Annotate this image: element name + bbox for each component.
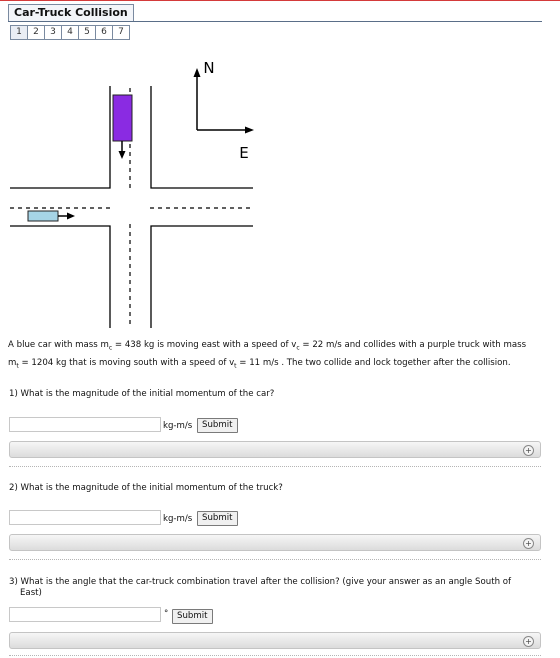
plus-circle-icon[interactable]: + [523, 636, 534, 647]
page-title: Car-Truck Collision [8, 4, 134, 22]
road-edge-sw [10, 226, 110, 328]
page-6-button[interactable]: 6 [95, 25, 113, 40]
question-1-answer-input[interactable] [9, 417, 161, 432]
road-edge-se [151, 226, 253, 328]
page-3-button[interactable]: 3 [44, 25, 62, 40]
page-7-button[interactable]: 7 [112, 25, 130, 40]
question-1-submit-button[interactable]: Submit [197, 418, 238, 433]
question-1-prompt: 1) What is the magnitude of the initial momentum of the car? [9, 389, 275, 399]
top-rule [0, 0, 560, 1]
car-velocity-arrowhead [67, 213, 75, 220]
north-label: N [203, 59, 215, 77]
truck-velocity-arrowhead [119, 151, 126, 159]
question-3-prompt: 3) What is the angle that the car-truck combination travel after the collision? (give your answer as an angle South of East) [9, 577, 512, 598]
page-2-button[interactable]: 2 [27, 25, 45, 40]
question-2-unit: kg-m/s [163, 514, 193, 524]
question-2-submit-button[interactable]: Submit [197, 511, 238, 526]
east-label: E [239, 144, 249, 162]
section-divider-3 [9, 655, 541, 656]
problem-statement: A blue car with mass $m_c = 438$ kg is moving east with a speed of $v_c = 22$ m/s and collides with a purple truck with mass $m_t = 1204$ kg that is moving south with a speed of $v_t = 11$ m/s . The two collide and lock together after the collision. [8, 340, 527, 370]
question-3-answer-input[interactable] [9, 607, 161, 622]
page-4-button[interactable]: 4 [61, 25, 79, 40]
question-3-hint-bar[interactable] [9, 632, 541, 649]
section-divider-1 [9, 466, 541, 467]
north-arrowhead [194, 68, 201, 77]
plus-circle-icon[interactable]: + [523, 538, 534, 549]
purple-truck [113, 95, 132, 159]
page-1-button[interactable]: 1 [10, 25, 28, 40]
blue-car [28, 211, 75, 221]
east-arrowhead [245, 127, 254, 134]
page-navigation [10, 25, 129, 40]
plus-circle-icon[interactable]: + [523, 445, 534, 456]
question-3-submit-button[interactable]: Submit [172, 609, 213, 624]
question-2-answer-input[interactable] [9, 510, 161, 525]
compass [194, 59, 255, 162]
road-edge-ne [151, 86, 253, 188]
road-edge-nw [10, 86, 110, 188]
question-1-unit: kg-m/s [163, 421, 193, 431]
question-1-hint-bar[interactable] [9, 441, 541, 458]
intersection-diagram [0, 52, 560, 334]
section-divider-2 [9, 559, 541, 560]
car-body [28, 211, 58, 221]
question-3-degree-unit: ° [164, 609, 169, 619]
page-5-button[interactable]: 5 [78, 25, 96, 40]
title-divider [8, 21, 542, 22]
question-2-hint-bar[interactable] [9, 534, 541, 551]
question-2-prompt: 2) What is the magnitude of the initial momentum of the truck? [9, 483, 283, 493]
truck-body [113, 95, 132, 141]
